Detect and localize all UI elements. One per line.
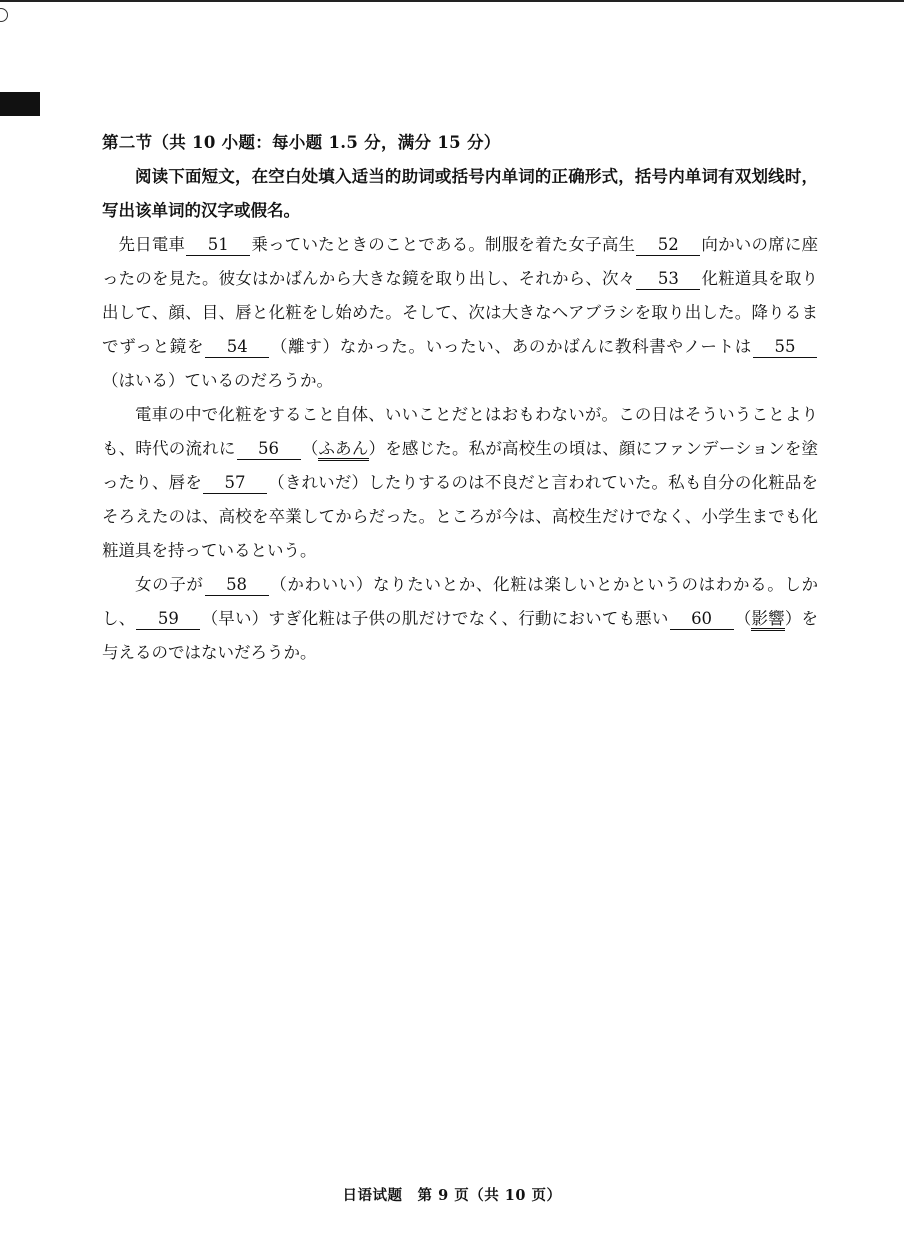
page-edge-marker xyxy=(0,92,40,116)
paragraph-text: ）を与えるのではないだろうか。 xyxy=(102,609,819,662)
passage-paragraph-1 xyxy=(102,228,818,398)
paragraph-text: （かわいい）なりたいとか、化粧は楽しいとかというのはわかる。しかし、 xyxy=(102,575,819,628)
answer-blank-59: 59 xyxy=(136,609,200,630)
binding-hole-mark xyxy=(0,8,8,22)
section-instruction: 阅读下面短文，在空白处填入适当的助词或括号内单词的正确形式，括号内单词有双划线时，写出该单词的汉字或假名。 xyxy=(102,167,818,220)
answer-blank-53: 53 xyxy=(636,269,700,290)
answer-blank-51: 51 xyxy=(186,235,250,256)
paragraph-text: 女の子が xyxy=(135,575,204,594)
answer-blank-57: 57 xyxy=(203,473,267,494)
double-underlined-word: ふあん xyxy=(318,439,368,461)
answer-blank-54: 54 xyxy=(205,337,269,358)
exam-page-body xyxy=(102,126,818,670)
paragraph-text: （ xyxy=(301,439,319,458)
paragraph-text: 乗っていたときのことである。制服を着た女子高生 xyxy=(251,235,636,254)
paragraph-text: 向かいの席に座ったのを見た。彼女はかばんから大きな鏡を取り出し、それから、次々 xyxy=(102,235,819,288)
page-footer: 日语试题 第 9 页（共 10 页） xyxy=(342,1187,562,1204)
paragraph-text: （はいる）ているのだろうか。 xyxy=(102,371,333,390)
section-heading: 第二节（共 10 小题：每小题 1.5 分，满分 15 分） xyxy=(102,133,501,152)
answer-blank-56: 56 xyxy=(237,439,301,460)
answer-blank-60: 60 xyxy=(670,609,734,630)
answer-blank-52: 52 xyxy=(636,235,700,256)
passage-paragraph-3 xyxy=(102,568,818,670)
paragraph-text: （きれいだ）したりするのは不良だと言われていた。私も自分の化粧品をそろえたのは、高校を卒業してからだった。ところが今は、高校生だけでなく、小学生までも化粧道具を持っているという。 xyxy=(102,473,819,560)
paragraph-text: 先日電車 xyxy=(118,235,186,254)
paragraph-text: （ xyxy=(734,609,752,628)
paragraph-text: （離す）なかった。いったい、あのかばんに教科書やノートは xyxy=(270,337,752,356)
paragraph-text: ）を感じた。私が高校生の頃は、顔にファンデーションを塗ったり、唇を xyxy=(102,439,819,492)
top-border-line xyxy=(0,0,904,2)
answer-blank-58: 58 xyxy=(205,575,269,596)
passage-paragraph-2 xyxy=(102,398,818,568)
paragraph-text: 電車の中で化粧をすること自体、いいことだとはおもわないが。この日はそういうことよりも、時代の流れに xyxy=(102,405,818,458)
answer-blank-55: 55 xyxy=(753,337,817,358)
paragraph-text: 化粧道具を取り出して、顔、目、唇と化粧をし始めた。そして、次は大きなヘアブラシを取り出した。降りるまでずっと鏡を xyxy=(102,269,819,356)
paragraph-text: （早い）すぎ化粧は子供の肌だけでなく、行動においても悪い xyxy=(201,609,669,628)
double-underlined-word: 影響 xyxy=(751,609,784,631)
